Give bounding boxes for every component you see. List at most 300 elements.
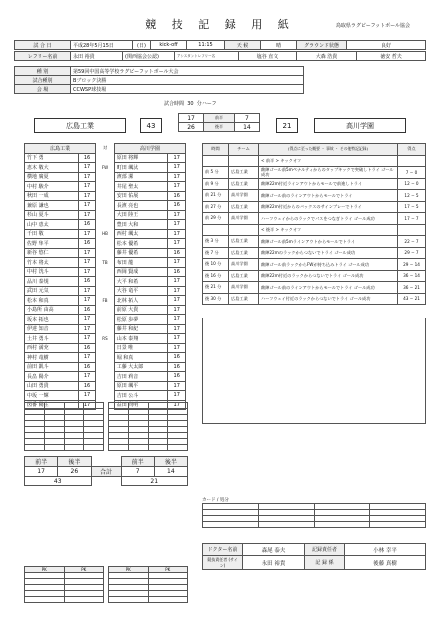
log-desc: 敵陣ゴール前のラインアウトからモールでトライ	[259, 190, 398, 202]
log-time: 前 9 分	[203, 178, 229, 190]
log-time: 後 30 分	[203, 293, 229, 305]
log-score: 17 − 7	[398, 213, 426, 225]
player-b-grade: 17	[168, 400, 186, 410]
log-time: 前 21 分	[203, 190, 229, 202]
player-b-grade: 16	[168, 372, 186, 382]
player-b-name: 前原 大貴	[114, 305, 168, 315]
pk-table-b	[108, 566, 188, 603]
player-b-grade: 17	[168, 220, 186, 230]
roster-row	[25, 220, 186, 230]
team-b-name: 高川学園	[314, 118, 406, 133]
player-b-name: 吉田 公斗	[114, 391, 168, 401]
first-half-label: 前半	[204, 114, 235, 123]
pk-label-a1: PK	[25, 567, 65, 573]
referee-value: 永田 裕貴	[71, 52, 123, 61]
log-team: 高川学園	[229, 190, 259, 202]
log-score: 36 − 14	[398, 270, 426, 282]
roster-row	[25, 334, 186, 344]
position-label	[96, 372, 114, 382]
cards-label: カード / 処分	[202, 498, 229, 503]
referee-table	[14, 51, 426, 61]
doctor-value: 森尾 泰夫	[243, 544, 305, 556]
player-a-grade: 17	[78, 391, 95, 401]
position-label	[96, 172, 114, 182]
log-time: 前 5 分	[203, 167, 229, 179]
roster-row	[25, 182, 186, 192]
ground-value: 良好	[347, 41, 426, 50]
player-b-name: 布田 龍	[114, 258, 168, 268]
log-team	[229, 155, 259, 167]
ar2-value: 大森 浩貴	[297, 52, 357, 61]
player-a-name: 小島所 由高	[25, 305, 79, 315]
log-desc: 敵陣ゴール前5mペナルティからのタップキックで突破しトライ ゴール成功	[259, 167, 398, 179]
player-b-grade: 17	[168, 296, 186, 306]
log-time: 後 7 分	[203, 247, 229, 259]
sum-second-a-label: 後半	[58, 457, 91, 467]
position-label	[96, 381, 114, 391]
match-value: Bブロック決勝	[71, 76, 304, 85]
position-label	[96, 267, 114, 277]
player-b-name: 北林 拓人	[114, 296, 168, 306]
player-b-name: 町田 颯汰	[114, 163, 168, 173]
player-a-grade: 17	[78, 182, 95, 192]
player-b-name: 豊田 大和	[114, 220, 168, 230]
player-a-grade: 17	[78, 191, 95, 201]
position-label: HB	[102, 231, 108, 237]
player-a-grade: 17	[78, 172, 95, 182]
position-label: TB	[102, 259, 108, 265]
position-label	[96, 353, 114, 363]
roster-row	[25, 172, 186, 182]
log-score: 17 − 5	[398, 201, 426, 213]
log-desc: 敵陣22m付近ラインアウトからモールで前進しトライ	[259, 178, 398, 190]
log-team: 広島工業	[229, 293, 259, 305]
roster-row	[25, 324, 186, 334]
staff-value: 後藤 真樹	[345, 556, 426, 570]
player-a-grade: 17	[78, 334, 95, 344]
log-score: 22 − 7	[398, 236, 426, 248]
position-label	[96, 239, 114, 249]
log-desc: 敵陣22m付近のラックからつないでトライ ゴール成功	[259, 270, 398, 282]
player-a-grade: 17	[78, 201, 95, 211]
position-label	[96, 305, 114, 315]
log-row	[203, 247, 426, 259]
roster-row	[25, 239, 186, 249]
log-time: 前 27 分	[203, 201, 229, 213]
roster-row	[25, 372, 186, 382]
position-label	[96, 201, 114, 211]
player-b-name: 藤井 優希	[114, 248, 168, 258]
log-time	[203, 224, 229, 236]
player-b-grade: 17	[168, 315, 186, 325]
player-a-name: 長畠 陽介	[25, 372, 79, 382]
log-team: 高川学園	[229, 282, 259, 294]
date-label: 試 合 日	[15, 41, 71, 50]
roster-row	[25, 191, 186, 201]
log-score: 29 − 7	[398, 247, 426, 259]
player-b-grade: 17	[168, 153, 186, 163]
player-b-grade: 17	[168, 172, 186, 182]
pk-label-b1: PK	[109, 567, 149, 573]
player-a-grade: 16	[78, 381, 95, 391]
player-a-grade: 17	[78, 286, 95, 296]
cards-table	[202, 503, 426, 528]
sum-a-total: 43	[25, 477, 92, 486]
roster-row	[25, 343, 186, 353]
player-b-grade: 17	[168, 305, 186, 315]
type-label: 種 別	[15, 67, 71, 76]
log-header-time: 時間	[203, 144, 229, 156]
team-a-name: 広島工業	[34, 118, 126, 133]
player-b-grade: 16	[168, 191, 186, 201]
player-b-name: 井尾 聖太	[114, 182, 168, 192]
roster-row	[25, 163, 186, 173]
roster-row	[25, 362, 186, 372]
log-score: 12 − 0	[398, 178, 426, 190]
log-row	[203, 213, 426, 225]
association-name: 鳥取県ラグビーフットボール協会	[335, 23, 410, 29]
log-row	[203, 270, 426, 282]
player-a-name: 杉山 夏斗	[25, 210, 79, 220]
player-a-grade: 16	[78, 343, 95, 353]
player-b-name: 藤井 和紀	[114, 324, 168, 334]
header-table	[14, 40, 426, 50]
vs-label: 対	[102, 145, 107, 151]
player-b-grade: 17	[168, 229, 186, 239]
player-a-name: 神村 竜樹	[25, 353, 79, 363]
log-desc: < 後半 > キックオフ	[259, 224, 398, 236]
sum-first-b-label: 前半	[121, 457, 154, 467]
player-a-name: 千田 敬	[25, 229, 79, 239]
player-b-grade: 16	[168, 362, 186, 372]
log-header-score: 得点	[398, 144, 426, 156]
scoring-log	[202, 143, 426, 305]
log-score: 36 − 21	[398, 282, 426, 294]
pk-label-b2: PK	[148, 567, 188, 573]
player-b-grade: 16	[168, 353, 186, 363]
official-value: 永田 裕貴	[243, 556, 305, 570]
player-a-grade: 17	[78, 258, 95, 268]
log-desc: 敵陣22m付近からのバックスのサインプレーでトライ	[259, 201, 398, 213]
player-b-grade: 16	[168, 201, 186, 211]
player-b-grade: 17	[168, 391, 186, 401]
player-b-grade: 17	[168, 182, 186, 192]
pk-table-a	[24, 566, 104, 603]
match-time: 試合時間 30 分ハーフ	[164, 101, 217, 107]
log-desc: < 前半 > キックオフ	[259, 155, 398, 167]
log-desc: 敵陣ゴール前のラインアウトからモールでトライ ゴール成功	[259, 282, 398, 294]
roster-row	[25, 277, 186, 287]
player-b-name: 山本 泰翔	[114, 334, 168, 344]
ar3-value: 徳安 哲夫	[357, 52, 426, 61]
player-a-name: 坂本 拓也	[25, 315, 79, 325]
event-table	[14, 66, 304, 94]
roster-row	[25, 201, 186, 211]
player-a-name: 前田 凱斗	[25, 362, 79, 372]
log-score	[398, 155, 426, 167]
player-b-name: 松本 優希	[114, 239, 168, 249]
a-second: 26	[179, 123, 204, 132]
player-a-name: 新谷 悠仁	[25, 248, 79, 258]
pk-label-a2: PK	[64, 567, 104, 573]
player-a-grade: 17	[78, 296, 95, 306]
log-desc: ハーフウェイからのラックでパスをつなぎトライ ゴール成功	[259, 213, 398, 225]
player-b-name: 原田 将輝	[114, 153, 168, 163]
referee-org: (関西協会公認)	[123, 52, 175, 61]
player-b-name: 大谷 竜平	[114, 286, 168, 296]
log-row	[203, 236, 426, 248]
sum-b-total: 21	[121, 477, 188, 486]
position-label	[96, 277, 114, 287]
player-b-grade: 17	[168, 286, 186, 296]
player-b-name: 日景 唯	[114, 343, 168, 353]
player-b-grade: 16	[168, 267, 186, 277]
log-team: 広島工業	[229, 167, 259, 179]
player-a-name: 山田 勇貴	[25, 381, 79, 391]
player-b-name: 西村 颯太	[114, 229, 168, 239]
player-a-name: 図番 陽生	[25, 400, 79, 410]
referee-label: レフリー名前	[15, 52, 71, 61]
player-b-name: 西岡 賢成	[114, 267, 168, 277]
official-label: 競技責任者 (サイン)	[203, 556, 243, 570]
type-value: 第59回中国高等学校ラグビーフットボール大会	[71, 67, 304, 76]
position-label	[96, 343, 114, 353]
player-a-grade: 16	[78, 239, 95, 249]
roster-team-a: 広島工業	[25, 144, 96, 154]
roster-row	[25, 381, 186, 391]
player-b-name: 吉田 莉音	[114, 372, 168, 382]
player-b-grade: 17	[168, 324, 186, 334]
position-label	[96, 286, 114, 296]
player-a-name: 中村 駿介	[25, 182, 79, 192]
log-team: 広島工業	[229, 201, 259, 213]
position-label	[96, 153, 114, 163]
log-team: 高川学園	[229, 259, 259, 271]
log-team: 高川学園	[229, 213, 259, 225]
player-b-name: 益田 尚明	[114, 400, 168, 410]
log-time: 後 10 分	[203, 259, 229, 271]
roster-row	[25, 248, 186, 258]
sum-b-first: 7	[121, 467, 154, 477]
player-a-grade: 16	[78, 305, 95, 315]
sub-table-a	[24, 402, 104, 451]
player-b-grade: 17	[168, 381, 186, 391]
log-header-team: チーム	[229, 144, 259, 156]
player-b-grade: 17	[168, 334, 186, 344]
roster-row	[25, 315, 186, 325]
venue-label: 会 場	[15, 85, 71, 94]
player-a-name: 品川 泰規	[25, 277, 79, 287]
ground-label: グラウンド状態	[297, 41, 347, 50]
player-a-name: 松本 和真	[25, 296, 79, 306]
team-a-total: 43	[140, 118, 162, 133]
player-b-name: 原田 颯平	[114, 381, 168, 391]
player-a-name: 土井 勇斗	[25, 334, 79, 344]
player-b-name: 工藤 大太郎	[114, 362, 168, 372]
log-score: 29 − 14	[398, 259, 426, 271]
log-row	[203, 224, 426, 236]
log-time: 後 3 分	[203, 236, 229, 248]
player-a-grade: 17	[78, 353, 95, 363]
log-team: 広島工業	[229, 178, 259, 190]
a-first: 17	[179, 114, 204, 123]
position-label	[96, 210, 114, 220]
page-title: 競 技 記 録 用 紙	[145, 18, 295, 31]
second-half-label: 後半	[204, 123, 235, 132]
log-desc: 敵陣ゴール前ラックからFWが持ち込みトライ ゴール成功	[259, 259, 398, 271]
player-a-grade: 17	[78, 248, 95, 258]
log-team	[229, 224, 259, 236]
log-score	[398, 224, 426, 236]
roster-row	[25, 210, 186, 220]
log-team: 広島工業	[229, 247, 259, 259]
log-time: 前 29 分	[203, 213, 229, 225]
sum-first-a-label: 前半	[25, 457, 58, 467]
player-a-grade: 17	[78, 372, 95, 382]
log-row	[203, 167, 426, 179]
player-b-grade: 17	[168, 210, 186, 220]
position-label	[96, 315, 114, 325]
position-label	[96, 324, 114, 334]
player-a-name: 兼原 謙也	[25, 201, 79, 211]
staff-label: 記 録 係	[305, 556, 345, 570]
log-row	[203, 178, 426, 190]
log-score: 43 − 21	[398, 293, 426, 305]
roster-row	[25, 391, 186, 401]
log-row	[203, 293, 426, 305]
sub-row	[109, 445, 188, 451]
player-a-grade: 16	[78, 153, 95, 163]
weather-label: 天 候	[225, 41, 261, 50]
sub-row	[25, 445, 104, 451]
signature-table	[202, 543, 426, 570]
log-row	[203, 201, 426, 213]
player-a-grade: 17	[78, 229, 95, 239]
player-a-name: 中村 洸斗	[25, 267, 79, 277]
player-a-name: 西村 満充	[25, 343, 79, 353]
position-label	[96, 391, 114, 401]
player-a-name: 佐野 隼平	[25, 239, 79, 249]
player-b-grade: 17	[168, 239, 186, 249]
sum-second-b-label: 後半	[154, 457, 187, 467]
log-score: 12 − 5	[398, 190, 426, 202]
player-a-name: 武田 元気	[25, 286, 79, 296]
log-score: 7 − 0	[398, 167, 426, 179]
recorder-label: 記録責任者	[305, 544, 345, 556]
player-a-name: 横地 廣夏	[25, 172, 79, 182]
sum-a-first: 17	[25, 467, 58, 477]
player-a-name: 中坂 一輝	[25, 391, 79, 401]
player-b-grade: 17	[168, 343, 186, 353]
sum-b-second: 14	[154, 467, 187, 477]
day-value: (日)	[133, 41, 151, 50]
log-header-desc: (得点に至った概要 ・ 事故 ・ その他特記記録)	[259, 144, 398, 156]
b-first: 7	[234, 114, 259, 123]
ar-label: アシスタントレフリー名	[175, 52, 239, 61]
roster-row	[25, 286, 186, 296]
player-a-name: 秋田 一成	[25, 191, 79, 201]
player-a-grade: 17	[78, 163, 95, 173]
position-label	[96, 248, 114, 258]
player-b-grade: 17	[168, 258, 186, 268]
roster-row	[25, 305, 186, 315]
kickoff-label: kick-off	[151, 41, 187, 50]
player-a-grade: 17	[78, 210, 95, 220]
log-time	[203, 155, 229, 167]
roster-row	[25, 229, 186, 239]
roster-row	[25, 353, 186, 363]
player-a-grade: 17	[78, 400, 95, 410]
player-a-name: 竹下 勇	[25, 153, 79, 163]
match-label: 試合種別	[15, 76, 71, 85]
date-value: 平成28年5月15日	[71, 41, 133, 50]
player-b-name: 大田 陸王	[114, 210, 168, 220]
roster-row	[25, 296, 186, 306]
position-label	[96, 191, 114, 201]
player-b-name: 安田 佑展	[114, 191, 168, 201]
ar1-value: 塩谷 直文	[239, 52, 297, 61]
log-row	[203, 190, 426, 202]
player-b-name: 長濱 亮也	[114, 201, 168, 211]
kickoff-value: 11:15	[187, 41, 225, 50]
position-label	[96, 220, 114, 230]
log-team: 広島工業	[229, 270, 259, 282]
player-b-name: 濱部 潔	[114, 172, 168, 182]
log-desc: 敵陣22mのラックからつないでトライ ゴール成功	[259, 247, 398, 259]
log-time: 後 16 分	[203, 270, 229, 282]
roster-table	[24, 143, 186, 410]
player-b-name: 松原 歩夢	[114, 315, 168, 325]
player-a-name: 恵木 敬大	[25, 163, 79, 173]
recorder-value: 小林 幸平	[345, 544, 426, 556]
b-second: 14	[234, 123, 259, 132]
position-label: RS	[102, 335, 108, 341]
log-empty-area	[202, 318, 426, 424]
position-label	[96, 182, 114, 192]
log-time: 後 21 分	[203, 282, 229, 294]
player-a-grade: 17	[78, 315, 95, 325]
sub-table-b	[108, 402, 188, 451]
log-row	[203, 282, 426, 294]
player-a-grade: 17	[78, 267, 95, 277]
player-b-grade: 17	[168, 277, 186, 287]
roster-row	[25, 267, 186, 277]
roster-team-b: 高川学園	[114, 144, 185, 154]
half-score-table	[178, 113, 260, 132]
log-desc: ハーフウェイ付近のラックからつないでトライ ゴール成功	[259, 293, 398, 305]
player-a-name: 竹本 将太	[25, 258, 79, 268]
log-row	[203, 155, 426, 167]
player-a-name: 伊達 知音	[25, 324, 79, 334]
player-a-grade: 17	[78, 324, 95, 334]
log-team: 広島工業	[229, 236, 259, 248]
sum-a-second: 26	[58, 467, 91, 477]
player-a-grade: 16	[78, 220, 95, 230]
player-b-grade: 17	[168, 163, 186, 173]
roster-row	[25, 153, 186, 163]
player-a-name: 山中 恵太	[25, 220, 79, 230]
player-a-grade: 16	[78, 362, 95, 372]
position-label	[96, 362, 114, 372]
player-b-name: 堀 和真	[114, 353, 168, 363]
log-desc: 敵陣ゴール前5mラインアウトからモールでトライ	[259, 236, 398, 248]
position-label: FW	[101, 164, 109, 170]
player-a-grade: 16	[78, 277, 95, 287]
team-b-total: 21	[276, 118, 298, 133]
roster-row	[25, 258, 186, 268]
venue-value: CCWSP球技場	[71, 85, 304, 94]
doctor-label: ドクター名前	[203, 544, 243, 556]
